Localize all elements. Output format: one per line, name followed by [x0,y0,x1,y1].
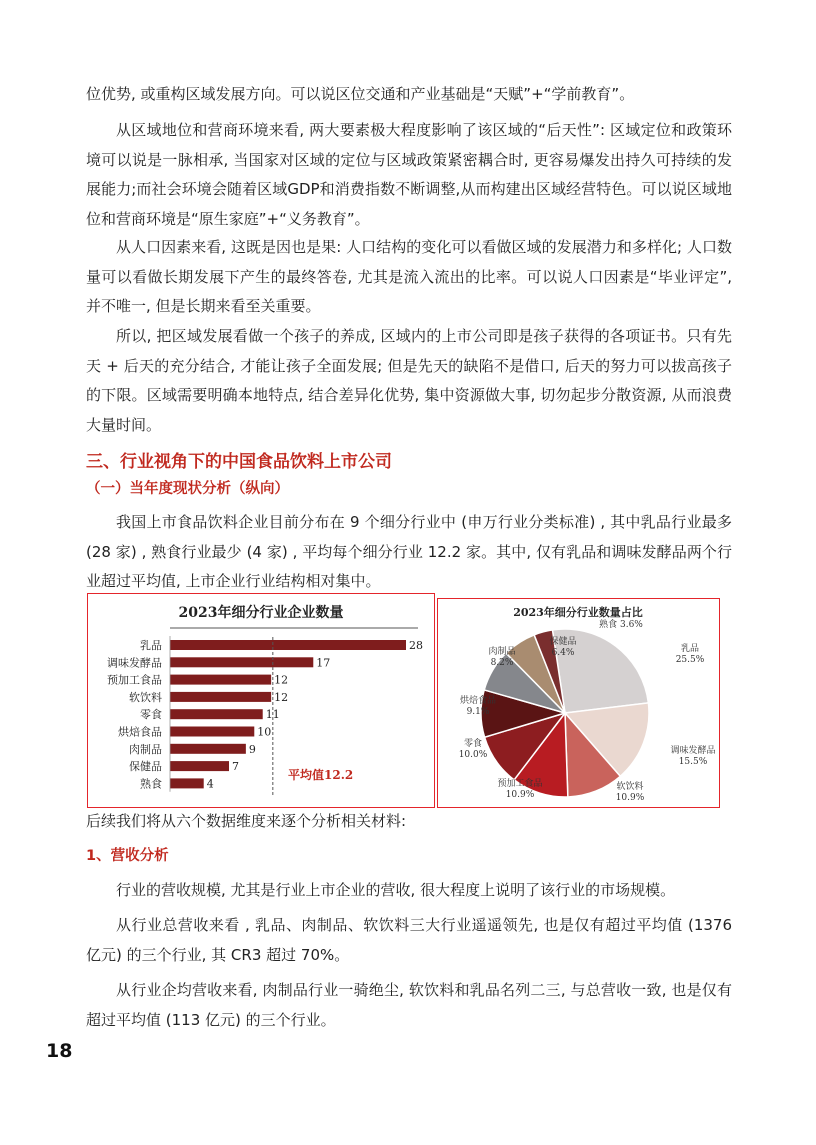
paragraph-5: 我国上市食品饮料企业目前分布在 9 个细分行业中 (申万行业分类标准) , 其中乳品行业最多 (28 家) , 熟食行业最少 (4 家) , 平均每个细分行业 12.2 家。其中, 仅有乳品和调味发酵品两个行业超过平均值, 上市企业行业结构相对集中。 [86,513,732,590]
bar-value-label: 12 [274,690,289,704]
pie-slice-name: 调味发酵品 [670,746,716,756]
pie-slice-label: 熟食 3.6% [599,620,643,630]
bar-value-label: 12 [274,673,289,687]
pie-slice-value: 25.5% [675,655,705,665]
pie-slice-name: 软饮料 [616,782,644,792]
bar-category-label: 零食 [140,708,162,722]
bar [170,709,263,719]
paragraph-1: 位优势, 或重构区域发展方向。可以说区位交通和产业基础是“天赋”+“学前教育”。 [86,85,635,103]
pie-slice-name: 零食 [463,739,483,749]
bar-value-label: 17 [316,656,331,670]
section-heading: 三、行业视角下的中国食品饮料上市公司 [86,452,392,472]
pie-slice-value: 6.4% [551,648,575,658]
bar-value-label: 7 [232,760,239,774]
bar-category-label: 烘焙食品 [118,725,162,739]
pie-slice-value: 15.5% [678,757,708,767]
bar-category-label: 调味发酵品 [107,656,162,670]
bar-value-label: 9 [248,742,256,756]
pie-slice-name: 烘焙食品 [459,696,497,706]
bar [170,727,254,737]
bar-category-label: 肉制品 [129,742,162,756]
bar [170,761,229,771]
bar-category-label: 保健品 [129,760,162,774]
bar [170,744,246,754]
pie-chart-figure [437,598,720,808]
paragraph-4: 所以, 把区域发展看做一个孩子的养成, 区域内的上市公司即是孩子获得的各项证书。只有先天 + 后天的充分结合, 才能让孩子全面发展; 但是先天的缺陷不是借口, 后天的努力可以拔高孩子的下限。区域需要明确本地特点, 结合差异化优势, 集中资源做大事, 切勿起步分散资源, 从而浪费大量时间。 [86,327,732,434]
pie-slice-value: 10.9% [505,790,535,800]
bar-category-label: 乳品 [140,639,162,652]
pie-slice-name: 肉制品 [488,647,516,657]
page-number: 18 [46,1040,73,1062]
pie-slice-value: 10.9% [615,793,645,803]
bar [170,778,204,788]
average-annotation: 平均值12.2 [288,768,354,782]
bar-chart-title: 2023年细分行业企业数量 [178,605,344,621]
pie-slice-value: 10.0% [458,750,488,760]
bar-value-label: 10 [257,725,272,739]
pie-slice-name: 保健品 [549,637,577,647]
bar-chart-figure [87,593,435,808]
pie-chart [438,599,719,807]
pie-slice-name: 乳品 [680,644,700,654]
paragraph-6: 后续我们将从六个数据维度来逐个分析相关材料: [86,812,407,830]
pie-slice-value: 8.2% [490,658,514,668]
bar [170,657,313,667]
pie-chart-title: 2023年细分行业数量占比 [513,606,643,619]
pie-slice-value: 9.1% [466,707,490,717]
paragraph-2: 从区域地位和营商环境来看, 两大要素极大程度影响了该区域的“后天性”: 区域定位和政策环境可以说是一脉相承, 当国家对区域的定位与区域政策紧密耦合时, 更容易爆发出持久可持续的发展能力;而社会环境会随着区域GDP和消费指数不断调整,从而构建出区域经营特色。可以说区域地位和营商环境是“原生家庭”+“义务教育”。 [86,121,732,228]
bar [170,692,271,702]
bar [170,675,271,685]
bar-category-label: 预加工食品 [107,673,162,687]
paragraph-8: 从行业总营收来看 , 乳品、肉制品、软饮料三大行业遥遥领先, 也是仅有超过平均值 (1376 亿元) 的三个行业, 其 CR3 超过 70%。 [86,916,732,964]
bar-value-label: 11 [265,708,280,722]
bar [170,640,406,650]
bar-category-label: 软饮料 [129,690,162,704]
pie-slice-name: 预加工食品 [497,779,543,789]
bar-category-label: 熟食 [140,777,162,791]
bar-value-label: 4 [206,777,214,791]
bar-chart [88,594,434,807]
bar-value-label: 28 [409,639,423,652]
paragraph-3: 从人口因素来看, 这既是因也是果: 人口结构的变化可以看做区域的发展潜力和多样化; 人口数量可以看做长期发展下产生的最终答卷, 尤其是流入流出的比率。可以说人口因素是“毕业评定”, 并不唯一, 但是长期来看至关重要。 [86,238,732,315]
subsection-heading: （一）当年度现状分析（纵向） [86,481,289,497]
paragraph-9: 从行业企均营收来看, 肉制品行业一骑绝尘, 软饮料和乳品名列二三, 与总营收一致, 也是仅有超过平均值 (113 亿元) 的三个行业。 [86,981,732,1029]
paragraph-7: 行业的营收规模, 尤其是行业上市企业的营收, 很大程度上说明了该行业的市场规模。 [116,881,676,899]
item-heading: 1、营收分析 [86,848,169,864]
